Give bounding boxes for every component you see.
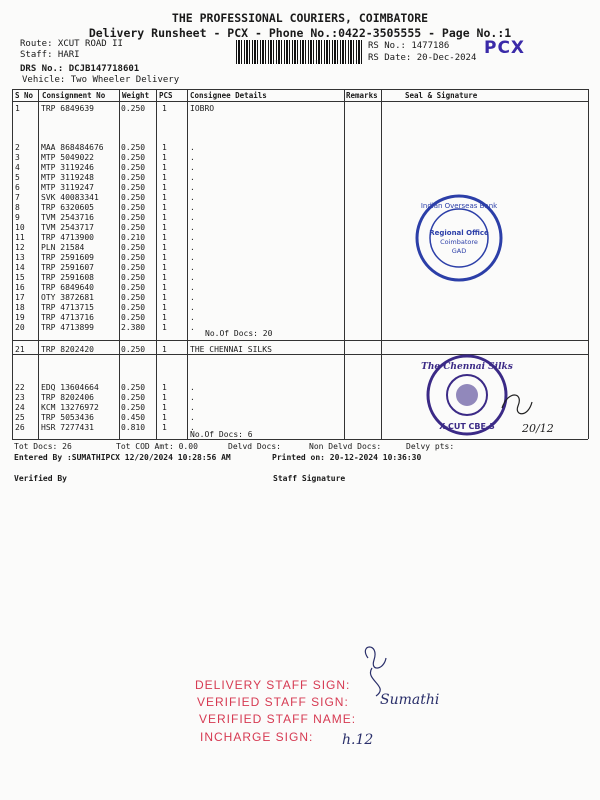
row-weight: 0.250 [121, 283, 146, 292]
row-sno: 26 [15, 423, 25, 432]
row-sno: 19 [15, 313, 25, 322]
row-consignment-no: TRP 2591608 [41, 273, 94, 282]
row-consignee: . [190, 263, 195, 272]
row-weight: 0.450 [121, 413, 146, 422]
table-row [0, 303, 600, 313]
row-pcs: 1 [162, 183, 167, 192]
row-pcs: 1 [162, 153, 167, 162]
row-consignment-no: TRP 5053436 [41, 413, 94, 422]
table-row [0, 223, 600, 233]
row-sno: 5 [15, 173, 20, 182]
row-weight: 0.250 [121, 273, 146, 282]
row-weight: 0.250 [121, 263, 146, 272]
row-weight: 0.250 [121, 393, 146, 402]
incharge-sign-label: INCHARGE SIGN: [200, 730, 314, 744]
row-consignment-no: TRP 6849639 [41, 104, 94, 113]
staff-signature-label: Staff Signature [273, 474, 346, 483]
row-weight: 0.250 [121, 193, 146, 202]
row-consignment-no: HSR 7277431 [41, 423, 94, 432]
row-pcs: 1 [162, 303, 167, 312]
row-consignment-no: TRP 6320605 [41, 203, 94, 212]
row-consignment-no: TRP 8202406 [41, 393, 94, 402]
staff-label: Staff: HARI [20, 50, 80, 60]
table-row [0, 153, 600, 163]
table-row [0, 163, 600, 173]
delivery-staff-sign-label: DELIVERY STAFF SIGN: [195, 678, 351, 692]
table-row [0, 323, 600, 333]
row-consignment-no: TVM 2543716 [41, 213, 94, 222]
row-sno: 22 [15, 383, 25, 392]
row-weight: 0.250 [121, 163, 146, 172]
row-sno: 14 [15, 263, 25, 272]
group-docs-count: No.Of Docs: 6 [190, 430, 253, 439]
row-pcs: 1 [162, 383, 167, 392]
row-sno: 6 [15, 183, 20, 192]
row-consignment-no: KCM 13276972 [41, 403, 99, 412]
row-consignee: . [190, 403, 195, 412]
row-consignee: . [190, 423, 195, 432]
row-sno: 21 [15, 345, 25, 354]
row-consignee: . [190, 223, 195, 232]
row-consignee: . [190, 153, 195, 162]
row-consignee: . [190, 293, 195, 302]
stamp-text: The Chennai Silks [421, 362, 513, 372]
row-weight: 0.250 [121, 203, 146, 212]
row-pcs: 1 [162, 323, 167, 332]
row-weight: 0.250 [121, 213, 146, 222]
row-pcs: 1 [162, 413, 167, 422]
stamp-text: Indian Overseas Bank [420, 202, 498, 210]
entered-by: Entered By :SUMATHIPCX 12/20/2024 10:28:56 AM [14, 453, 231, 462]
row-sno: 17 [15, 293, 25, 302]
row-weight: 0.250 [121, 104, 146, 113]
table-row [0, 104, 600, 114]
table-row [0, 183, 600, 193]
row-pcs: 1 [162, 243, 167, 252]
verified-staff-sign-label: VERIFIED STAFF SIGN: [197, 695, 349, 709]
row-pcs: 1 [162, 213, 167, 222]
col-header-seal: Seal & Signature [405, 91, 478, 100]
table-row [0, 173, 600, 183]
row-weight: 0.250 [121, 303, 146, 312]
row-consignee: . [190, 413, 195, 422]
col-header-pcs: PCS [159, 91, 173, 100]
table-row [0, 263, 600, 273]
stamp-text: GAD [451, 247, 467, 255]
row-pcs: 1 [162, 233, 167, 242]
row-sno: 25 [15, 413, 25, 422]
row-consignment-no: MTP 3119247 [41, 183, 94, 192]
row-pcs: 1 [162, 253, 167, 262]
row-consignee: . [190, 193, 195, 202]
delivery-points: Delvy pts: [406, 442, 455, 451]
row-sno: 11 [15, 233, 25, 242]
row-consignment-no: MTP 3119246 [41, 163, 94, 172]
row-weight: 0.250 [121, 345, 146, 354]
pcx-logo: PCX [484, 38, 526, 58]
row-consignment-no: TRP 8202420 [41, 345, 94, 354]
row-sno: 12 [15, 243, 25, 252]
row-weight: 0.250 [121, 153, 146, 162]
row-consignment-no: EDQ 13604664 [41, 383, 99, 392]
row-pcs: 1 [162, 104, 167, 113]
row-sno: 10 [15, 223, 25, 232]
stamp-text: Coimbatore [440, 238, 478, 246]
group-docs-count: No.Of Docs: 20 [205, 329, 273, 338]
bank-seal-stamp [414, 193, 504, 283]
row-pcs: 1 [162, 403, 167, 412]
row-consignee: . [190, 273, 195, 282]
row-consignee: . [190, 253, 195, 262]
row-sno: 23 [15, 393, 25, 402]
row-consignee: THE CHENNAI SILKS [190, 345, 272, 354]
row-sno: 7 [15, 193, 20, 202]
col-header-remarks: Remarks [346, 91, 378, 100]
row-consignee: . [190, 323, 195, 332]
row-consignee: . [190, 393, 195, 402]
printed-on: Printed on: 20-12-2024 10:36:30 [272, 453, 422, 462]
row-consignee: . [190, 213, 195, 222]
handwritten-signatures [342, 640, 500, 755]
row-sno: 13 [15, 253, 25, 262]
row-weight: 0.250 [121, 383, 146, 392]
row-sno: 4 [15, 163, 20, 172]
row-weight: 0.250 [121, 173, 146, 182]
row-consignment-no: TRP 4713715 [41, 303, 94, 312]
total-cod: Tot COD Amt: 0.00 [116, 442, 198, 451]
row-consignee: . [190, 203, 195, 212]
row-consignment-no: MAA 868484676 [41, 143, 104, 152]
table-row [0, 243, 600, 253]
table-row [0, 253, 600, 263]
row-weight: 0.250 [121, 313, 146, 322]
row-consignment-no: TVM 2543717 [41, 223, 94, 232]
row-pcs: 1 [162, 163, 167, 172]
row-pcs: 1 [162, 345, 167, 354]
row-consignee: . [190, 173, 195, 182]
row-weight: 2.380 [121, 323, 146, 332]
row-pcs: 1 [162, 223, 167, 232]
col-header-sno: S No [15, 91, 34, 100]
row-sno: 16 [15, 283, 25, 292]
stamp-text: Regional Office [429, 229, 489, 237]
row-consignee: . [190, 303, 195, 312]
row-pcs: 1 [162, 143, 167, 152]
table-row [0, 203, 600, 213]
route-label: Route: XCUT ROAD II [20, 39, 123, 49]
row-consignment-no: TRP 4713900 [41, 233, 94, 242]
runsheet-title: Delivery Runsheet - PCX - Phone No.:0422-3505555 - Page No.:1 [88, 26, 512, 40]
rs-number: RS No.: 1477186 [368, 41, 450, 51]
row-sno: 18 [15, 303, 25, 312]
row-consignment-no: OTY 3872681 [41, 293, 94, 302]
drs-number: DRS No.: DCJB147718601 [20, 64, 140, 74]
row-consignment-no: TRP 6849640 [41, 283, 94, 292]
row-pcs: 1 [162, 423, 167, 432]
row-consignee: . [190, 283, 195, 292]
table-row [0, 273, 600, 283]
row-pcs: 1 [162, 283, 167, 292]
row-pcs: 1 [162, 393, 167, 402]
row-pcs: 1 [162, 273, 167, 282]
rs-date: RS Date: 20-Dec-2024 [368, 53, 477, 63]
row-pcs: 1 [162, 203, 167, 212]
row-sno: 20 [15, 323, 25, 332]
handwritten-initials: h.12 [342, 732, 374, 748]
handwritten-name: Sumathi [380, 692, 440, 708]
row-pcs: 1 [162, 313, 167, 322]
total-docs: Tot Docs: 26 [14, 442, 72, 451]
row-sno: 9 [15, 213, 20, 222]
row-weight: 0.250 [121, 223, 146, 232]
row-consignee: . [190, 233, 195, 242]
col-header-consignment: Consignment No [42, 91, 106, 100]
row-consignee: . [190, 383, 195, 392]
row-weight: 0.250 [121, 293, 146, 302]
row-consignee: . [190, 183, 195, 192]
table-row [0, 213, 600, 223]
table-row [0, 143, 600, 153]
row-consignment-no: SVK 40083341 [41, 193, 99, 202]
row-weight: 0.210 [121, 233, 146, 242]
row-consignment-no: MTP 3119248 [41, 173, 94, 182]
table-row [0, 313, 600, 323]
verified-by-label: Verified By [14, 474, 67, 483]
company-name: THE PROFESSIONAL COURIERS, COIMBATORE [171, 11, 429, 25]
handwritten-date: 20/12 [522, 422, 554, 435]
row-sno: 8 [15, 203, 20, 212]
row-consignment-no: TRP 2591609 [41, 253, 94, 262]
table-row [0, 283, 600, 293]
row-sno: 3 [15, 153, 20, 162]
col-header-weight: Weight [122, 91, 150, 100]
row-sno: 24 [15, 403, 25, 412]
non-delivered-docs: Non Delvd Docs: [309, 442, 382, 451]
row-consignee: . [190, 143, 195, 152]
row-consignment-no: PLN 21584 [41, 243, 85, 252]
col-header-consignee: Consignee Details [190, 91, 267, 100]
row-consignee: IOBRO [190, 104, 215, 113]
delivered-docs: Delvd Docs: [228, 442, 281, 451]
row-sno: 2 [15, 143, 20, 152]
vehicle-label: Vehicle: Two Wheeler Delivery [22, 75, 180, 85]
row-consignee: . [190, 163, 195, 172]
table-row [0, 193, 600, 203]
row-consignment-no: TRP 2591607 [41, 263, 94, 272]
row-weight: 0.250 [121, 183, 146, 192]
row-weight: 0.250 [121, 243, 146, 252]
row-weight: 0.250 [121, 143, 146, 152]
stamp-text: X-CUT CBE-3 [439, 422, 495, 431]
barcode [236, 40, 362, 64]
row-weight: 0.250 [121, 253, 146, 262]
row-consignee: . [190, 243, 195, 252]
handwritten-signature [498, 388, 568, 440]
verified-staff-name-label: VERIFIED STAFF NAME: [199, 712, 357, 726]
row-pcs: 1 [162, 173, 167, 182]
table-row [0, 293, 600, 303]
row-weight: 0.250 [121, 403, 146, 412]
row-pcs: 1 [162, 193, 167, 202]
row-consignment-no: MTP 5049022 [41, 153, 94, 162]
row-weight: 0.810 [121, 423, 146, 432]
row-sno: 15 [15, 273, 25, 282]
row-consignment-no: TRP 4713899 [41, 323, 94, 332]
row-sno: 1 [15, 104, 20, 113]
row-consignment-no: TRP 4713716 [41, 313, 94, 322]
table-row [0, 233, 600, 243]
row-pcs: 1 [162, 263, 167, 272]
row-consignee: . [190, 313, 195, 322]
row-pcs: 1 [162, 293, 167, 302]
